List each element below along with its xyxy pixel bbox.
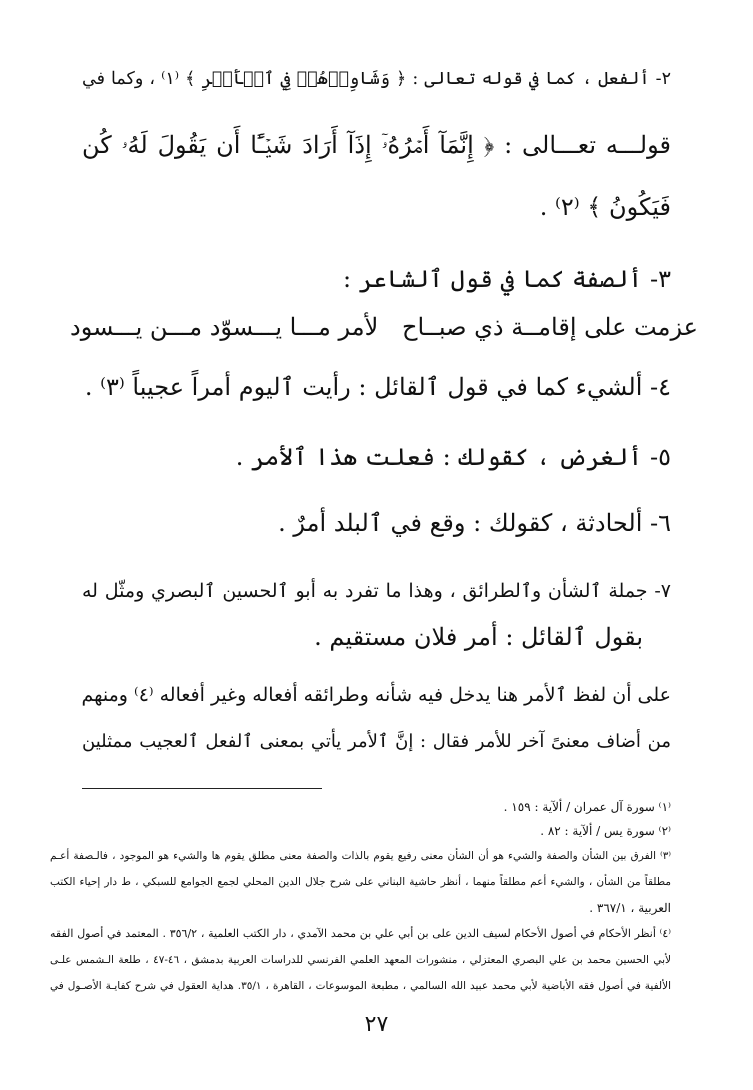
footnote-4-line-3: الألفية في أصول فقه الأباضية لأبي محمد عبيد الله السالمي ، مطبعة الموسوعات ، القاهرة ، ٣٥/١. هداية العقول في شرح كفايـة الأصـول في	[50, 980, 672, 992]
text-line-11: على أن لفظ ٱلأمر هنا يدخل فيه شأنه وطرائقه أفعاله وغير أفعاله ⁽٤⁾ ومنهم	[81, 684, 671, 706]
footnote-divider	[82, 788, 322, 789]
text-line-2: قولـــه تعـــالى : ﴿ إِنَّمَآ أَمۡرُهُۥٓ إِذَآ أَرَادَ شَيۡـًٔا أَن يَقُولَ لَهُۥ كُن	[82, 131, 671, 159]
footnote-4-line-1: ⁽٤⁾ أنظر الأحكام في أصول الأحكام لسيف الدين على بن أبي علي بن محمد الآمدي ، دار الكتب العلمية ، ٣٥٦/٢ . المعتمد في أصول الفقه	[50, 927, 671, 940]
text-line-9: ٧- جملة ٱلشأن وٱلطرائق ، وهذا ما تفرد به أبو ٱلحسين ٱلبصري ومثّل له	[82, 580, 671, 602]
text-line-3: فَيَكُونُ ﴾ ⁽٢⁾ .	[539, 193, 671, 221]
page-number: ٢٧	[364, 1012, 389, 1037]
footnote-3-line-1: ⁽٣⁾ الفرق بين الشأن والصفة والشيء هو أن الشأن معنى رفيع يقوم بالذات والصفة معنى مطلق يقوم ها والشيء هو الموجود ، فالـصفة أعـم	[50, 850, 671, 862]
text-line-6: ٤- ألشيء كما في قول ٱلقائل : رأيت ٱليوم أمراً عجيباً ⁽٣⁾ .	[84, 373, 671, 401]
poem-second-hemistich: لأمر مـــا يـــسوّد مـــن يـــسود	[70, 313, 379, 341]
footnote-4-line-2: لأبي الحسين محمد بن علي البصري المعتزلي ، منشورات المعهد العلمي الفرنسي للدراسات العربية بدمشق ، ٤٦-٤٧ ، طلعة الـشمس علـى	[50, 954, 671, 966]
text-line-1: ٢- ألفعل ، كما في قوله تعالى : ﴿ وَشَاوِرۡهُمۡ فِي ٱلۡأَمۡرِ ﴾ ⁽١⁾ ، وكما في	[82, 69, 671, 89]
footnote-3-line-2: مطلقاً من الشأن ، والشيء أعم مطلقاً منهما ، أنظر حاشية البناني على شرح جلال الدين المحلي لجمع الجوامع للسبكي ، ط دار إحياء الكتب	[50, 876, 671, 888]
footnote-2: ⁽٢⁾ سورة يس / ألآية : ٨٢ .	[540, 824, 671, 838]
footnote-3-line-3: العربية ، ٣٦٧/١ .	[589, 901, 671, 915]
text-line-10: بقول ٱلقائل : أمر فلان مستقيم .	[314, 623, 643, 651]
poem-first-hemistich: عزمت على إقامــة ذي صبــاح	[402, 313, 698, 341]
text-line-7: ٥- ألغرض ، كقولك : فعلت هذا ٱلأمر .	[235, 443, 671, 471]
text-line-8: ٦- ألحادثة ، كقولك : وقع في ٱلبلد أمرٌ .	[278, 509, 671, 537]
poem-verse	[70, 310, 698, 344]
text-line-12: من أضاف معنىً آخر للأمر فقال : إنَّ ٱلأمر يأتي بمعنى ٱلفعل ٱلعجيب ممثلين	[82, 731, 671, 752]
footnote-1: ⁽١⁾ سورة آل عمران / ألآية : ١٥٩ .	[503, 800, 671, 814]
text-line-4: ٣- ألصفة كما في قول ٱلشاعر :	[343, 265, 671, 293]
